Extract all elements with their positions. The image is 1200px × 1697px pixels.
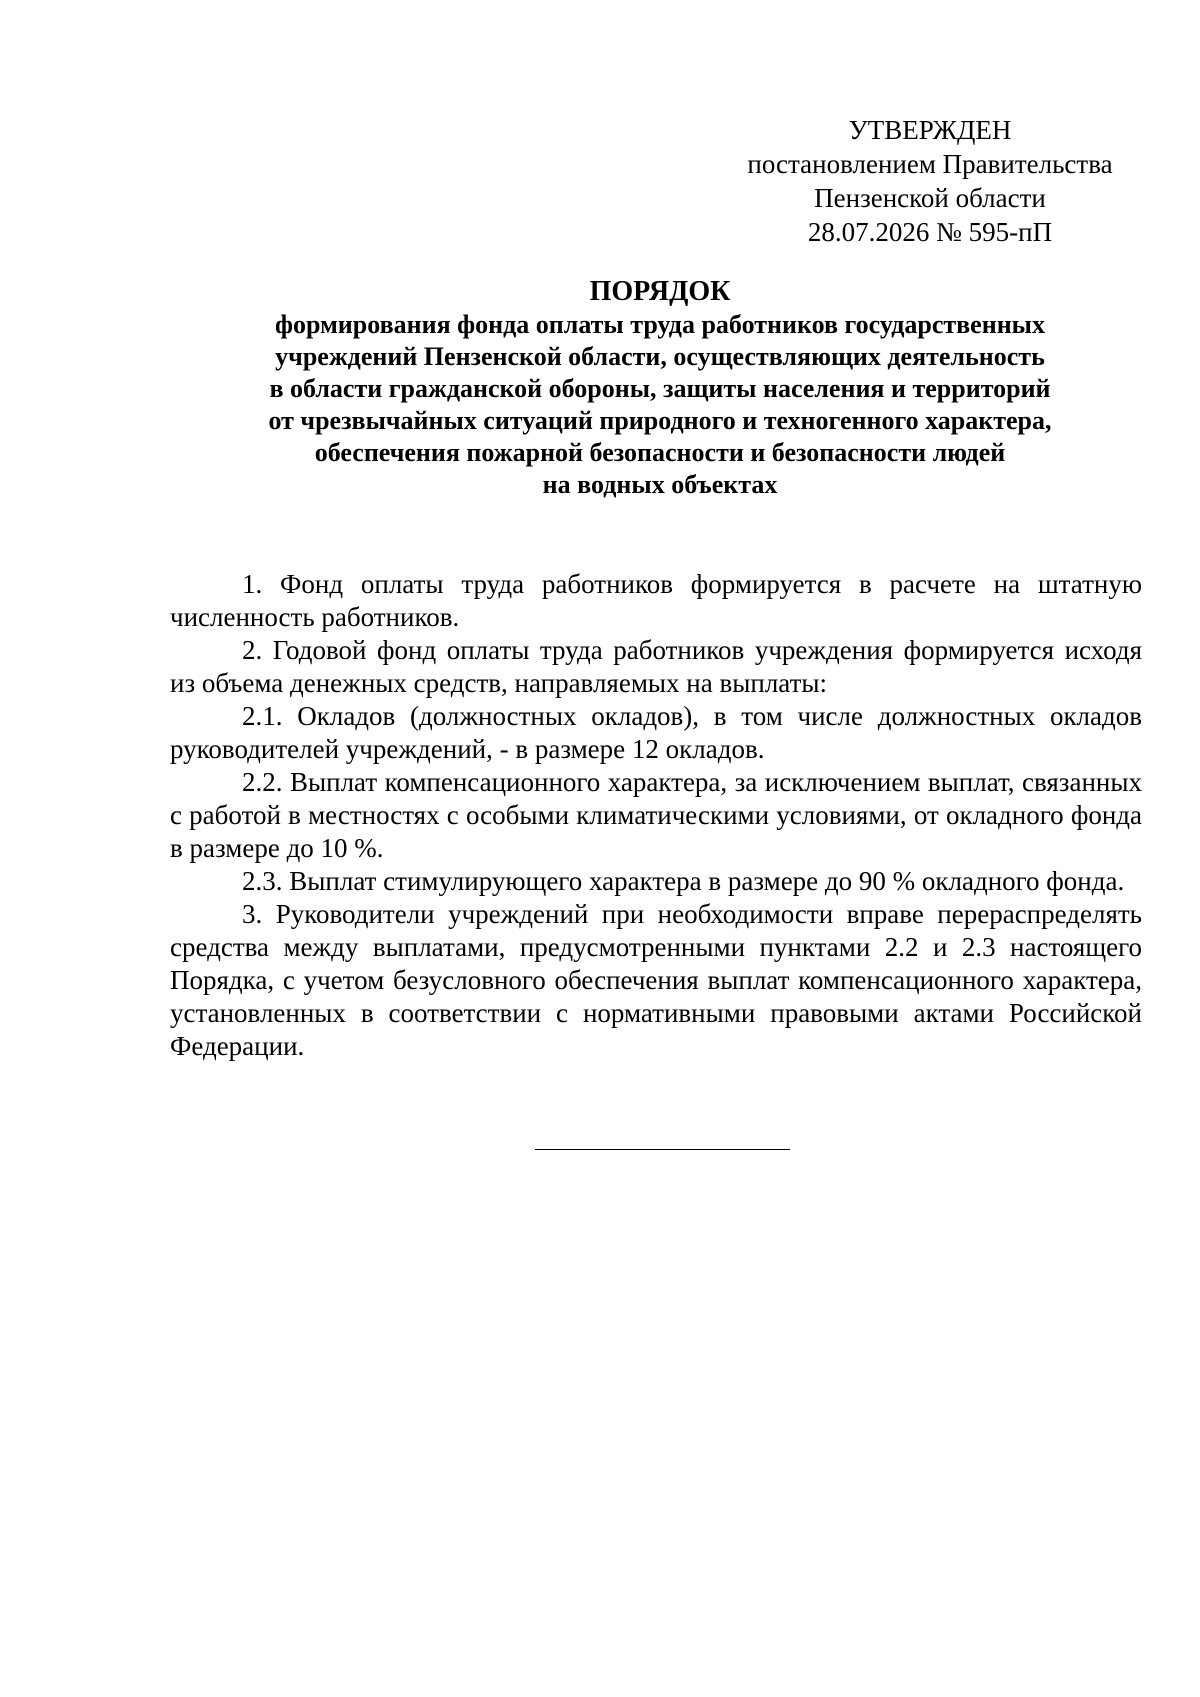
approval-stamp [740,113,1120,249]
paragraph-2: 2. Годовой фонд оплаты труда работников учреждения формируется исходя из объема денежных средств, направляемых на выплаты: [170,635,1142,698]
paragraph-2-3: 2.3. Выплат стимулирующего характера в размере до 90 % окладного фонда. [242,866,1125,896]
paragraph-2-1: 2.1. Окладов (должностных окладов), в том числе должностных окладов руководителей учреждений, - в размере 12 окладов. [170,701,1142,764]
paragraph-3: 3. Руководители учреждений при необходимости вправе перераспределять средства между выплатами, предусмотренными пунктами 2.2 и 2.3 настоящего Порядка, с учетом безусловного обеспечения выплат компенсационного характера, установленных в соответствии с нормативными правовыми актами Российской Федерации. [170,899,1142,1061]
end-of-document-line [535,1149,790,1150]
title-subtitle-line: формирования фонда оплаты труда работников государственных [275,310,1045,339]
approval-date-number: 28.07.2026 № 595-пП [807,217,1053,247]
title-subtitle-line: от чрезвычайных ситуаций природного и техногенного характера, [268,406,1052,435]
title-subtitle-line: учреждений Пензенской области, осуществляющих деятельность [275,342,1045,371]
title-main: ПОРЯДОК [589,276,731,307]
approval-region: Пензенской области [814,183,1046,213]
paragraph-2-2: 2.2. Выплат компенсационного характера, за исключением выплат, связанных с работой в местностях с особыми климатическими условиями, от окладного фонда в размере до 10 %. [170,767,1142,863]
paragraph-1: 1. Фонд оплаты труда работников формируется в расчете на штатную численность работников. [170,569,1142,632]
title-subtitle-line: в области гражданской обороны, защиты населения и территорий [269,374,1051,403]
document-body [170,568,1142,1063]
title-subtitle [200,309,1120,501]
approval-by: постановлением Правительства [747,149,1113,179]
title-subtitle-line: обеспечения пожарной безопасности и безопасности людей [314,438,1006,467]
document-title [200,275,1120,501]
approval-heading: УТВЕРЖДЕН [848,115,1012,145]
title-subtitle-line: на водных объектах [542,470,778,499]
